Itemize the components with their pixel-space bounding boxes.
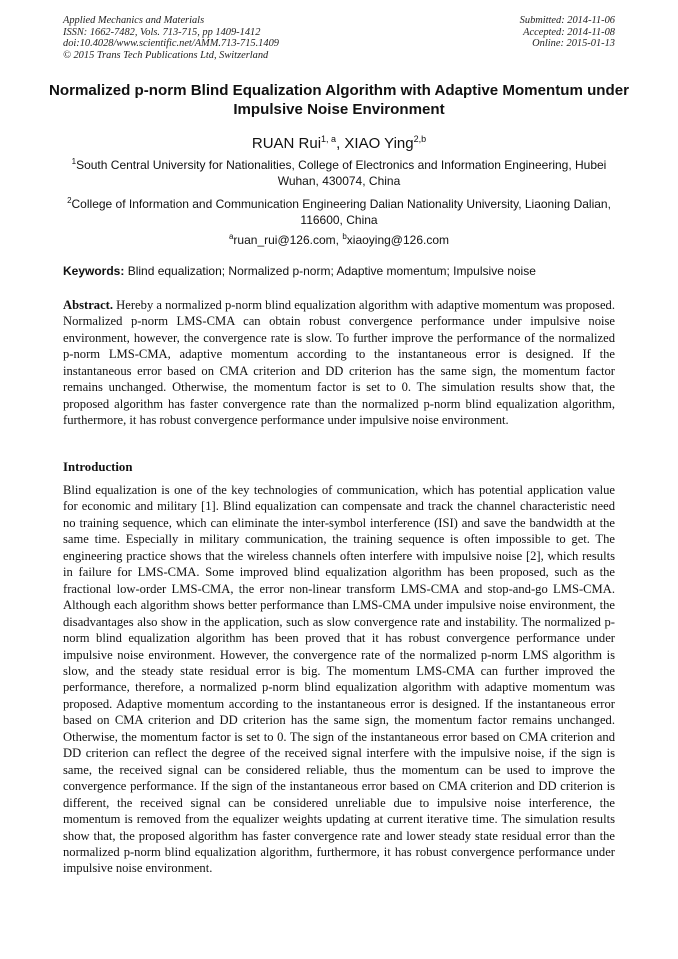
author-2: XIAO Ying	[344, 135, 414, 152]
submitted-date: Submitted: 2014-11-06	[519, 15, 615, 26]
author-1-affil-marker: 1, a	[321, 134, 337, 144]
email-1[interactable]: ruan_rui@126.com	[233, 233, 336, 247]
keywords-text: Blind equalization; Normalized p-norm; Adaptive momentum; Impulsive noise	[124, 264, 536, 278]
journal-issn: ISSN: 1662-7482, Vols. 713-715, pp 1409-1412	[63, 26, 261, 38]
keywords	[63, 263, 615, 279]
introduction-heading: Introduction	[63, 460, 133, 474]
journal-name: Applied Mechanics and Materials	[63, 15, 205, 26]
affiliation-1-text: South Central University for Nationalities, College of Electronics and Information Engineering, Hubei Wuhan, 430074, China	[76, 158, 607, 188]
affiliation-1	[63, 154, 615, 189]
author-2-affil-marker: 2,b	[413, 134, 427, 144]
author-1: RUAN Rui	[251, 135, 322, 152]
email-2-marker: b	[342, 232, 347, 241]
abstract-text: Hereby a normalized p-norm blind equalization algorithm with adaptive momentum was proposed. Normalized p-norm LMS-CMA can obtain robust convergence performance under impulsive noise environment, however, the convergence rate is slow. To further improve the performance of the normalized p-norm LMS-CMA, adaptive momentum according to the instantaneous error is designed. If the instantaneous error based on CMA criterion and DD criterion has the same sign, the momentum factor remains unchanged. Otherwise, the momentum factor is set to 0. The simulation results show that, the proposed algorithm has faster convergence rate than the normalized p-norm blind equalization algorithm, furthermore, it has robust convergence performance under impulsive noise environment.	[63, 298, 615, 428]
journal-doi[interactable]: doi:10.4028/www.scientific.net/AMM.713-715.1409	[63, 38, 279, 49]
affiliation-2	[63, 193, 615, 228]
email-1-marker: a	[228, 232, 234, 241]
paper-title: Normalized p-norm Blind Equalization Algorithm with Adaptive Momentum under Impulsive Noise Environment	[49, 82, 629, 118]
author-separator: ,	[336, 135, 345, 152]
accepted-date: Accepted: 2014-11-08	[523, 26, 615, 38]
affiliation-1-marker: 1	[71, 157, 77, 166]
abstract	[63, 297, 615, 429]
abstract-label: Abstract.	[63, 298, 114, 312]
online-date: Online: 2015-01-13	[532, 38, 615, 49]
introduction-body: Blind equalization is one of the key technologies of communication, which has potential application value for economic and military [1]. Blind equalization can compensate and track the channel characteristic need no training sequence, which can eliminate the inter-symbol interference (ISI) and save the bandwidth at the same time. Especially in military communication, the training sequence is often impossible to get. The engineering practice shows that the wireless channels often interfere with impulsive noise [2], which results in failure for LMS-CMA. Some improved blind equalization algorithm has been proposed, such as the fractional low-order LMS-CMA, the error non-linear transform LMS-CMA and stop-and-go LMS-CMA. Although each algorithm shows better performance than LMS-CMA under impulsive noise environment, the disadvantages also show in the application, such as slow convergence rate and instability. The normalized p-norm blind equalization algorithm has been proved that it has robust convergence performance under impulsive noise environment. However, the convergence rate of the normalized p-norm LMS algorithm is slow, and the steady state residual error is big. The momentum LMS-CMA can further improved the performance, therefore, a normalized p-norm blind equalization algorithm with adaptive momentum was proposed. Adaptive momentum according to the instantaneous error is designed. If the instantaneous error based on CMA criterion and DD criterion has the same sign, the momentum factor remains unchanged. Otherwise, the momentum factor is set to 0. The sign of the instantaneous error based on CMA criterion and DD criterion can reflect the degree of the received signal interfere with the impulsive noise, if the sign is same, the received signal can be considered reliable, thus the momentum can be used to improve the convergence performance. If the sign of the instantaneous error based on CMA criterion and DD criterion is different, the received signal can be considered unreliable due to impulsive noise interference, the momentum is removed from the equalizer weights updating at current iterative time. The simulation results show that, the proposed algorithm has faster convergence rate and lower steady state residual error than the normalized p-norm blind equalization algorithm, furthermore, it has robust convergence performance under impulsive noise environment.	[63, 483, 615, 876]
affiliation-2-text: College of Information and Communication Engineering Dalian Nationality University, Liaoning Dalian, 116600, China	[71, 197, 611, 227]
email-separator: ,	[335, 233, 343, 247]
submission-dates	[520, 15, 615, 50]
author-emails	[63, 229, 615, 248]
affiliation-2-marker: 2	[67, 196, 72, 205]
author-line	[40, 130, 638, 153]
email-2[interactable]: xiaoying@126.com	[346, 233, 450, 247]
journal-copyright: © 2015 Trans Tech Publications Ltd, Switzerland	[63, 49, 269, 61]
keywords-label: Keywords:	[63, 264, 125, 278]
journal-info	[63, 15, 279, 61]
